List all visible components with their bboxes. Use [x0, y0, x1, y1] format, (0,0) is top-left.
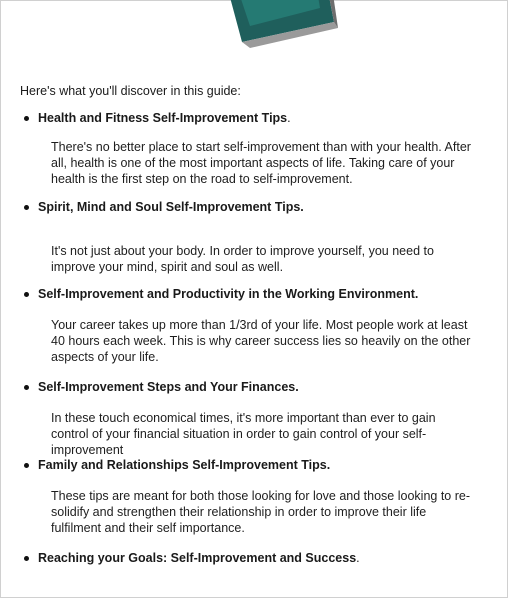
list-item-title-text: Reaching your Goals: Self-Improvement and Success: [38, 551, 357, 565]
list-item-title-text: Health and Fitness Self-Improvement Tips: [38, 111, 288, 125]
intro-text: Here's what you'll discover in this guide:: [20, 84, 241, 98]
list-item-title: [38, 551, 360, 565]
list-item-title: [38, 111, 291, 125]
list-item-title-text: Spirit, Mind and Soul Self-Improvement Tips.: [38, 200, 304, 214]
list-item-title-text: Self-Improvement Steps and Your Finances.: [38, 380, 299, 394]
list-item-title: [38, 200, 304, 214]
list-item-description: There's no better place to start self-improvement than with your health. After all, health is one of the most important aspects of life. Taking care of your health is the first step on the road to self-improvement.: [51, 140, 471, 186]
list-item-description: Your career takes up more than 1/3rd of your life. Most people work at least 40 hours each week. This is why career success lies so heavily on the other aspects of your life.: [51, 318, 471, 364]
list-item-title: [38, 380, 299, 394]
list-item-title-text: Family and Relationships Self-Improvement Tips.: [38, 458, 331, 472]
list-item-title-suffix: .: [287, 111, 291, 125]
list-item-title: [38, 458, 330, 472]
list-item-description: It's not just about your body. In order to improve yourself, you need to improve your mind, spirit and soul as well.: [51, 244, 434, 274]
list-item-description: In these touch economical times, it's more important than ever to gain control of your financial situation in order to gain control of your self-improvement: [51, 411, 436, 457]
list-item-title-text: Self-Improvement and Productivity in the Working Environment.: [38, 287, 419, 301]
list-item-title: [38, 287, 418, 301]
list-item-title-suffix: .: [356, 551, 360, 565]
list-item-description: These tips are meant for both those looking for love and those looking to re-solidify and strengthen their relationship in order to improve their life fulfilment and their self importance.: [51, 489, 470, 535]
book-cover-image: [220, 0, 340, 48]
